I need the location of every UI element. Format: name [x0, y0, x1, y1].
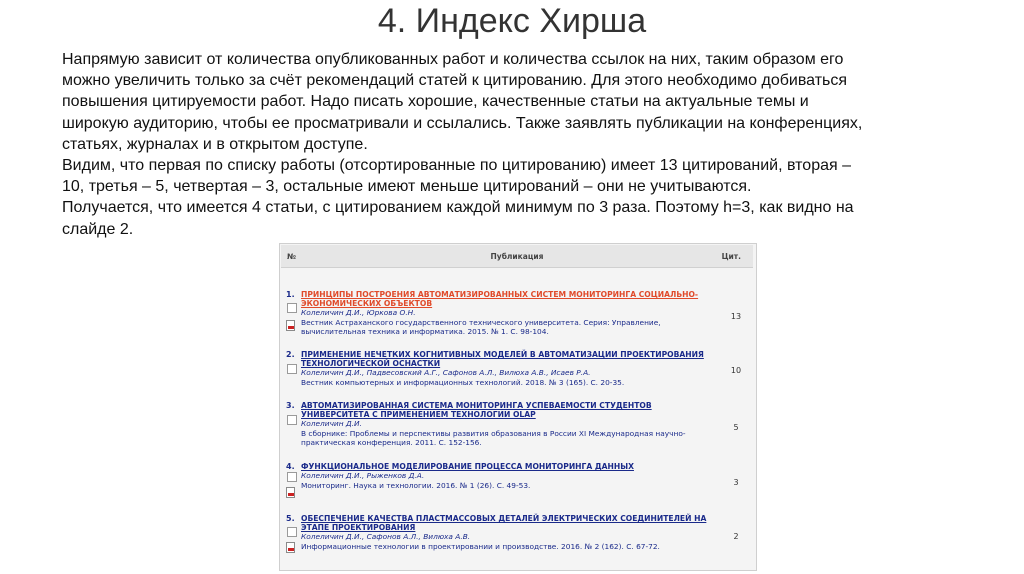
header-citations[interactable]: Цит.: [721, 252, 741, 261]
row-index: 3.: [286, 401, 295, 410]
table-header: [281, 245, 753, 268]
publication-title-link[interactable]: ЭТАПЕ ПРОЕКТИРОВАНИЯ: [301, 523, 416, 533]
body-text: [62, 49, 962, 240]
publication-title-link[interactable]: ЭКОНОМИЧЕСКИХ ОБЪЕКТОВ: [301, 299, 433, 309]
publication-source: В сборнике: Проблемы и перспективы развития образования в России XI Международная научно-: [301, 428, 686, 438]
publication-source: практическая конференция. 2011. С. 152-156.: [301, 438, 482, 448]
citation-count[interactable]: 13: [730, 312, 742, 321]
publication-title-link[interactable]: АВТОМАТИЗИРОВАННАЯ СИСТЕМА МОНИТОРИНГА УСПЕВАЕМОСТИ СТУДЕНТОВ: [301, 401, 652, 410]
publication-authors[interactable]: Колеличин Д.И.: [301, 419, 362, 429]
pdf-icon[interactable]: [286, 320, 295, 331]
publications-table: [279, 243, 757, 571]
row-checkbox[interactable]: [287, 364, 297, 374]
row-index: 4.: [286, 462, 295, 471]
publication-source: Вестник Астраханского государственного технического университета. Серия: Управление,: [301, 317, 661, 327]
row-checkbox[interactable]: [287, 472, 297, 482]
publication-title-link[interactable]: ТЕХНОЛОГИЧЕСКОЙ ОСНАСТКИ: [301, 359, 441, 369]
citation-count[interactable]: 10: [730, 366, 742, 375]
paragraph-line: широкую аудиторию, чтобы ее просматривали и ссылались. Также заявлять публикации на конференциях,: [62, 114, 863, 132]
publication-source: вычислительная техника и информатика. 2015. № 1. С. 98-104.: [301, 327, 549, 337]
row-index: 1.: [286, 290, 295, 299]
slide-title: 4. Индекс Хирша: [377, 2, 647, 40]
publication-title-link[interactable]: ОБЕСПЕЧЕНИЕ КАЧЕСТВА ПЛАСТМАССОВЫХ ДЕТАЛЕЙ ЭЛЕКТРИЧЕСКИХ СОЕДИНИТЕЛЕЙ НА: [301, 514, 707, 523]
publication-source: Вестник компьютерных и информационных технологий. 2018. № 3 (165). С. 20-35.: [301, 377, 625, 387]
publication-authors[interactable]: Колеличин Д.И., Юркова О.Н.: [301, 308, 416, 318]
publication-title-link[interactable]: ФУНКЦИОНАЛЬНОЕ МОДЕЛИРОВАНИЕ ПРОЦЕССА МОНИТОРИНГА ДАННЫХ: [301, 462, 634, 471]
citation-count[interactable]: 2: [733, 532, 739, 541]
row-index: 2.: [286, 350, 295, 359]
publication-title-link[interactable]: УНИВЕРСИТЕТА С ПРИМЕНЕНИЕМ ТЕХНОЛОГИИ OLAP: [301, 410, 536, 420]
pdf-icon[interactable]: [286, 542, 295, 553]
row-checkbox[interactable]: [287, 303, 297, 313]
header-num: №: [287, 252, 297, 261]
paragraph-line: Получается, что имеется 4 статьи, с цитированием каждой минимум по 3 раза. Поэтому h=3, как видно на: [62, 199, 854, 217]
paragraph-line: повышения цитируемости работ. Надо писать хорошие, качественные статьи на актуальные темы и: [62, 93, 809, 111]
publication-source: Мониторинг. Наука и технологии. 2016. № 1 (26). С. 49-53.: [301, 480, 531, 490]
header-publication[interactable]: Публикация: [490, 252, 544, 261]
pdf-icon[interactable]: [286, 487, 295, 498]
row-checkbox[interactable]: [287, 415, 297, 425]
publication-title-link[interactable]: ПРИНЦИПЫ ПОСТРОЕНИЯ АВТОМАТИЗИРОВАННЫХ СИСТЕМ МОНИТОРИНГА СОЦИАЛЬНО-: [301, 290, 699, 299]
publication-authors[interactable]: Колеличин Д.И., Падвесовский А.Г., Сафонов А.Л., Вилюха А.В., Исаев Р.А.: [301, 368, 591, 378]
paragraph-line: Видим, что первая по списку работы (отсортированные по цитированию) имеет 13 цитирований, вторая –: [62, 157, 851, 175]
paragraph-line: Напрямую зависит от количества опубликованных работ и количества ссылок на них, таким образом его: [62, 51, 844, 68]
publication-authors[interactable]: Колеличин Д.И., Сафонов А.Л., Вилюха А.В.: [301, 532, 471, 542]
row-index: 5.: [286, 514, 295, 523]
paragraph-line: слайде 2.: [62, 220, 134, 238]
paragraph-line: статьях, журналах и в открытом доступе.: [62, 135, 368, 153]
publication-source: Информационные технологии в проектировании и производстве. 2016. № 2 (162). С. 67-72.: [301, 541, 660, 551]
publication-title-link[interactable]: ПРИМЕНЕНИЕ НЕЧЕТКИХ КОГНИТИВНЫХ МОДЕЛЕЙ В АВТОМАТИЗАЦИИ ПРОЕКТИРОВАНИЯ: [301, 350, 704, 359]
citation-count[interactable]: 5: [733, 423, 739, 432]
row-checkbox[interactable]: [287, 527, 297, 537]
paragraph-line: 10, третья – 5, четвертая – 3, остальные имеют меньше цитирований – они не учитываются.: [62, 178, 752, 196]
publication-authors[interactable]: Колеличин Д.И., Рыженков Д.А.: [301, 471, 425, 481]
citation-count[interactable]: 3: [733, 478, 739, 487]
paragraph-line: можно увеличить только за счёт рекомендаций статей к цитированию. Для этого необходимо добиваться: [62, 72, 848, 90]
